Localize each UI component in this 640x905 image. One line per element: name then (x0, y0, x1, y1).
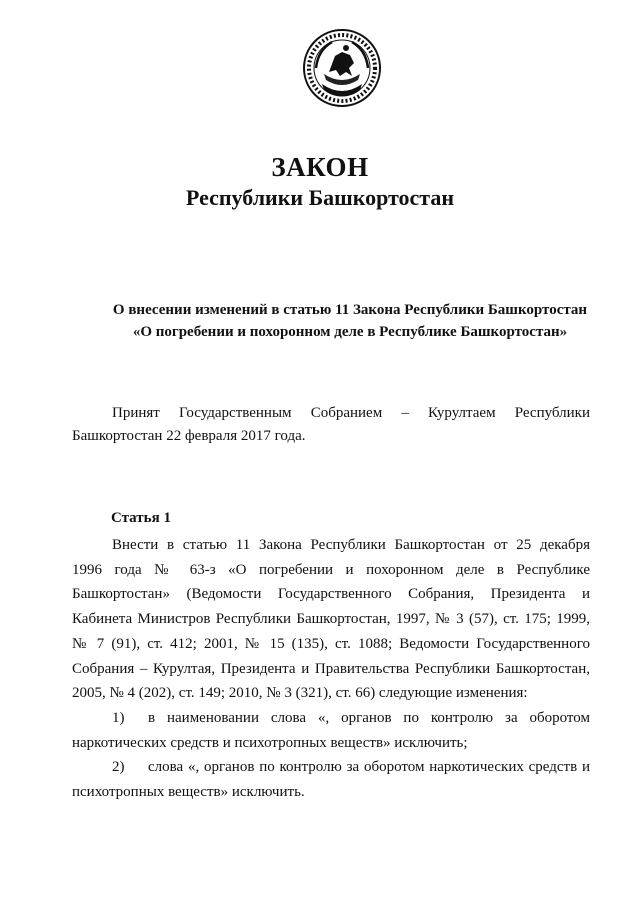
document-subtitle: Республики Башкортостан (185, 185, 455, 210)
amendment-text: наркотических средств и психотропных веществ» исключить; (72, 734, 468, 751)
document-title: ЗАКОН (271, 152, 369, 182)
article-intro-line: Кабинета Министров Республики Башкортостан, 1997, № 3 (57), ст. 175; 1999, (72, 611, 590, 628)
adoption-note (72, 402, 590, 448)
amendment-text: психотропных веществ» исключить. (72, 784, 305, 801)
adoption-note-line-2: Башкортостан 22 февраля 2017 года. (72, 428, 306, 444)
article-intro-line: 2005, № 4 (202), ст. 149; 2010, № 3 (321), ст. 66) следующие изменения: (72, 685, 528, 702)
law-subject-line-1: О внесении изменений в статью 11 Закона Республики Башкортостан (112, 302, 588, 318)
amendment-number: 2) (112, 759, 125, 776)
article-intro-line: Внести в статью 11 Закона Республики Башкортостан от 25 декабря (112, 537, 590, 553)
article-intro (72, 533, 590, 706)
amendment-number: 1) (112, 709, 125, 726)
amendment-item-1 (72, 706, 590, 755)
amendment-text: слова «, органов по контролю за оборотом наркотических средств и (148, 759, 590, 776)
law-subject (60, 299, 640, 343)
adoption-note-line-1: Принят Государственным Собранием – Курултаем Республики (112, 405, 590, 421)
article-intro-line: Собрания – Курултая, Президента и Правительства Республики Башкортостан, (72, 660, 590, 677)
article-body (72, 533, 590, 805)
article-intro-line: 1996 года № 63-з «О погребении и похоронном деле в Республике (72, 561, 590, 578)
coat-of-arms-emblem (302, 28, 382, 108)
amendment-text: в наименовании слова «, органов по контролю за оборотом (148, 709, 590, 726)
article-intro-line: № 7 (91), ст. 412; 2001, № 15 (135), ст. 1088; Ведомости Государственного (72, 635, 590, 652)
article-heading: Статья 1 (111, 510, 171, 526)
law-subject-line-2: «О погребении и похоронном деле в Республике Башкортостан» (132, 324, 568, 340)
amendment-item-2 (72, 755, 590, 804)
article-intro-line: Башкортостан» (Ведомости Государственного Собрания, Президента и (72, 586, 590, 603)
